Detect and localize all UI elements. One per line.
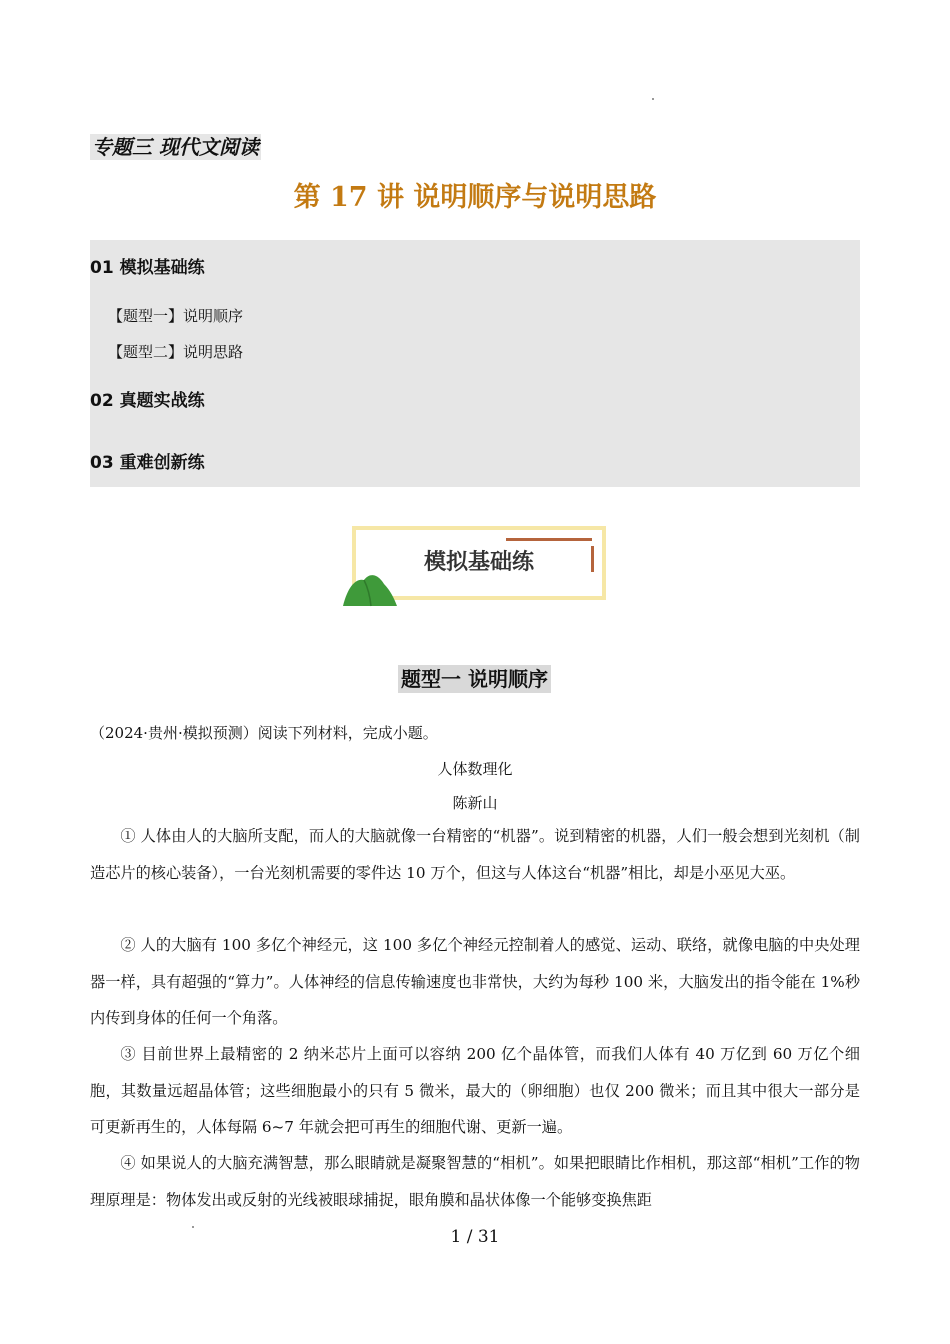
article-paragraph-2: ② 人的大脑有 100 多亿个神经元，这 100 多亿个神经元控制着人的感觉、运动、联络，就像电脑的中央处理器一样，具有超强的“算力”。人体神经的信息传输速度也非常快，大约为每秒 100 米，大脑发出的指令能在 1%秒内传到身体的任何一个角落。 [90, 936, 860, 1027]
toc-item-type-2[interactable]: 【题型二】说明思路 [108, 343, 244, 361]
article-paragraph-4: ④ 如果说人的大脑充满智慧，那么眼睛就是凝聚智慧的“相机”。如果把眼睛比作相机，那这部“相机”工作的物理原理是：物体发出或反射的光线被眼球捕捉，眼角膜和晶状体像一个能够变换焦距 [90, 1154, 860, 1209]
toc-item-type-1[interactable]: 【题型一】说明顺序 [108, 307, 244, 325]
article-paragraph-3: ③ 目前世界上最精密的 2 纳米芯片上面可以容纳 200 亿个晶体管，而我们人体有 40 万亿到 60 万亿个细胞，其数量远超晶体管；这些细胞最小的只有 5 微米，最大的（卵细胞）也仅 200 微米；而且其中很大一部分是可更新再生的，人体每隔 6~7 年就会把可再生的细胞代谢、更新一遍。 [90, 1045, 860, 1136]
table-of-contents [90, 240, 860, 487]
banner-title: 模拟基础练 [423, 550, 534, 575]
article-paragraph-1: ① 人体由人的大脑所支配，而人的大脑就像一台精密的“机器”。说到精密的机器，人们一般会想到光刻机（制造芯片的核心装备），一台光刻机需要的零件达 10 万个，但这与人体这台“机器”相比，却是小巫见大巫。 [90, 827, 860, 882]
article-author: 陈新山 [452, 794, 498, 812]
page-number: 1 / 31 [450, 1227, 500, 1247]
question-source: （2024·贵州·模拟预测）阅读下列材料，完成小题。 [90, 724, 438, 742]
mountain-icon [340, 568, 400, 608]
banner-accent-line [506, 538, 592, 541]
topic-label: 专题三 现代文阅读 [92, 135, 259, 159]
lecture-title: 第 17 讲 说明顺序与说明思路 [293, 182, 657, 213]
scan-dot [652, 98, 654, 100]
article-title: 人体数理化 [437, 760, 513, 778]
question-type-heading: 题型一 说明顺序 [398, 665, 551, 693]
toc-section-1[interactable]: 01 模拟基础练 [90, 258, 205, 278]
toc-section-3[interactable]: 03 重难创新练 [90, 453, 205, 473]
toc-section-2[interactable]: 02 真题实战练 [90, 391, 205, 411]
